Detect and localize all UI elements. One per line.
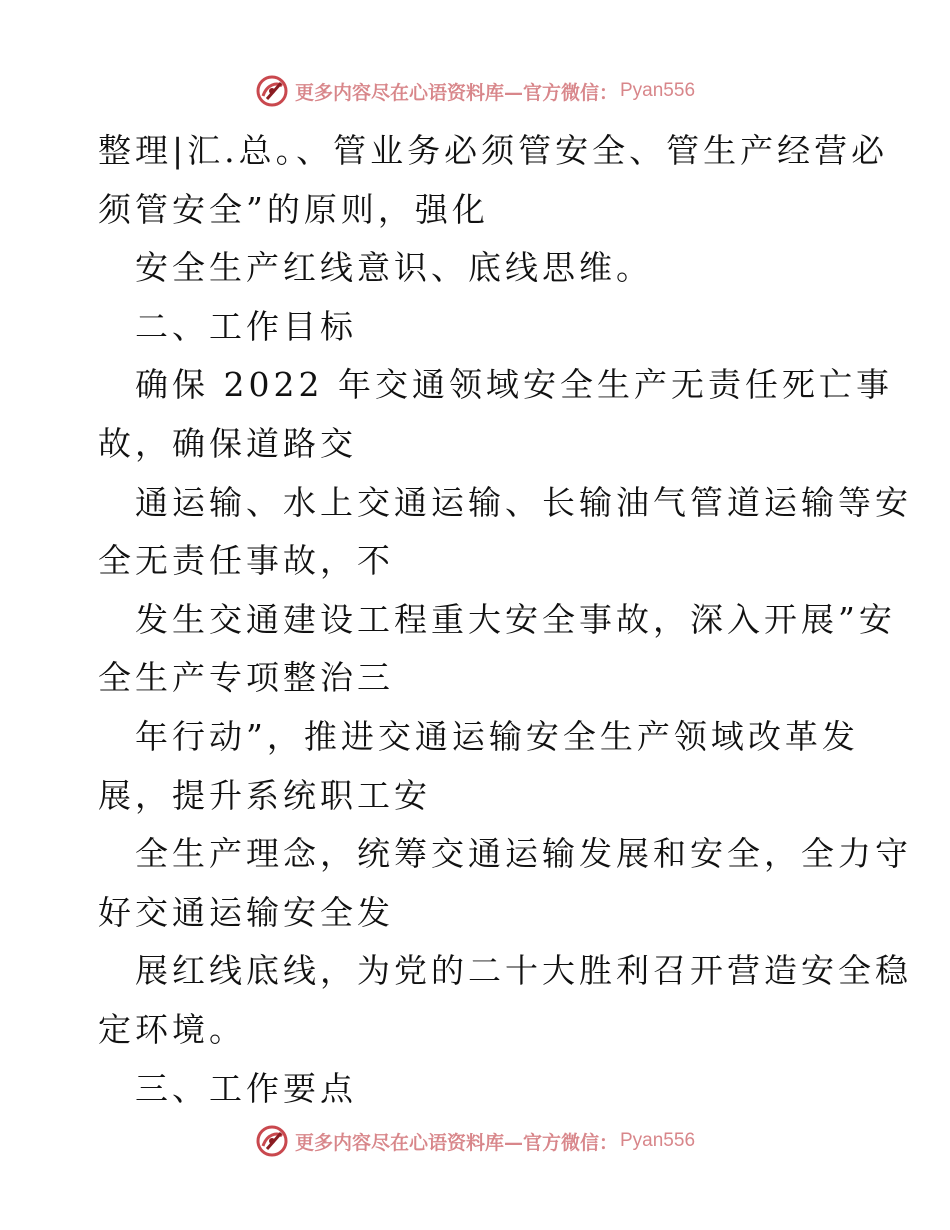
red-swirl-logo-icon <box>255 74 289 108</box>
body-line: 故，确保道路交 <box>98 423 357 463</box>
body-line: 须管安全”的原则，强化 <box>98 189 489 229</box>
header-watermark-banner <box>0 71 950 111</box>
body-line: 整理|汇.总。、管业务必须管安全、管生产经营必 <box>98 131 889 170</box>
body-line: 全生产理念，统筹交通运输发展和安全，全力守 <box>135 834 912 874</box>
header-watermark-text: 更多内容尽在心语资料库—官方微信： <box>294 81 618 104</box>
body-line: 定环境。 <box>98 1009 246 1049</box>
body-line: 年行动”，推进交通运输安全生产领域改革发 <box>135 716 859 756</box>
body-line: 展，提升系统职工安 <box>98 775 431 815</box>
body-line: 展红线底线，为党的二十大胜利召开营造安全稳 <box>135 951 912 991</box>
body-line: 好交通运输安全发 <box>98 892 394 932</box>
footer-wechat-id: Pyan556 <box>620 1130 696 1151</box>
body-line: 全无责任事故，不 <box>98 541 394 581</box>
red-swirl-logo-icon <box>255 1124 289 1158</box>
body-line: 确保 2022 年交通领域安全生产无责任死亡事 <box>135 365 893 405</box>
body-line: 安全生产红线意识、底线思维。 <box>135 248 653 288</box>
footer-watermark-banner <box>0 1121 950 1161</box>
body-line: 发生交通建设工程重大安全事故，深入开展”安 <box>135 599 896 639</box>
footer-watermark-text: 更多内容尽在心语资料库—官方微信： <box>294 1131 618 1154</box>
section-heading: 二、工作目标 <box>135 306 357 346</box>
document-body <box>98 122 912 1118</box>
section-heading: 三、工作要点 <box>135 1068 357 1108</box>
body-line: 全生产专项整治三 <box>98 658 394 698</box>
header-wechat-id: Pyan556 <box>620 80 696 101</box>
body-line: 通运输、水上交通运输、长输油气管道运输等安 <box>135 482 912 522</box>
